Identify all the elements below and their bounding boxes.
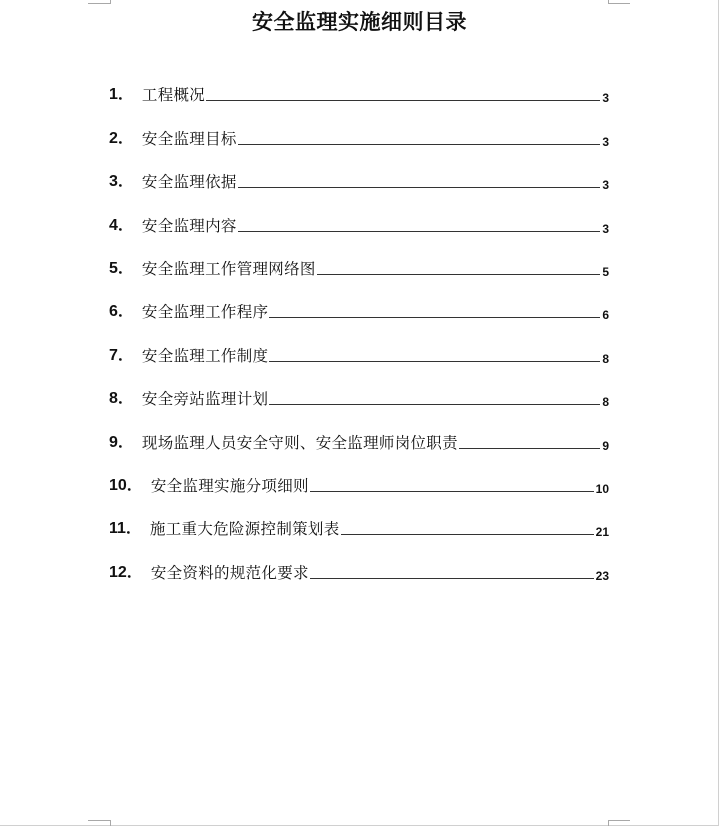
toc-entry-2[interactable] bbox=[109, 122, 609, 165]
crop-mark bbox=[608, 3, 630, 4]
toc-entry-10[interactable] bbox=[109, 470, 609, 513]
table-of-contents bbox=[109, 79, 609, 600]
toc-entry-number: 3． bbox=[109, 173, 134, 191]
crop-mark bbox=[88, 820, 110, 821]
toc-entry-title: 安全监理工作制度 bbox=[141, 346, 269, 365]
toc-entry-number: 6． bbox=[109, 303, 134, 321]
toc-leader-line bbox=[459, 448, 600, 449]
toc-entry-number: 4． bbox=[109, 216, 134, 234]
toc-entry-11[interactable] bbox=[109, 513, 609, 556]
toc-entry-title: 工程概况 bbox=[141, 86, 206, 105]
toc-entry-number: 9． bbox=[109, 433, 134, 451]
toc-entry-page: 21 bbox=[595, 525, 609, 540]
toc-entry-3[interactable] bbox=[109, 166, 609, 209]
toc-leader-line bbox=[238, 144, 601, 145]
toc-leader-line bbox=[238, 187, 601, 188]
toc-leader-line bbox=[310, 491, 594, 492]
toc-entry-number: 8． bbox=[109, 390, 134, 408]
toc-entry-page: 5 bbox=[602, 264, 609, 279]
toc-entry-6[interactable] bbox=[109, 296, 609, 339]
crop-mark bbox=[110, 0, 111, 4]
toc-entry-page: 23 bbox=[595, 568, 609, 583]
toc-entry-title: 安全旁站监理计划 bbox=[141, 390, 269, 409]
crop-mark bbox=[608, 820, 630, 821]
toc-leader-line bbox=[317, 274, 601, 275]
toc-entry-title: 安全监理目标 bbox=[141, 129, 237, 148]
toc-entry-8[interactable] bbox=[109, 383, 609, 426]
toc-entry-title: 安全监理工作程序 bbox=[141, 303, 269, 322]
toc-leader-line bbox=[206, 100, 600, 101]
toc-leader-line bbox=[269, 404, 600, 405]
toc-entry-number: 2． bbox=[109, 129, 134, 147]
toc-entry-7[interactable] bbox=[109, 339, 609, 382]
toc-leader-line bbox=[269, 361, 600, 362]
toc-entry-number: 10． bbox=[109, 476, 143, 494]
toc-entry-number: 1． bbox=[109, 86, 134, 104]
crop-mark bbox=[88, 3, 110, 4]
toc-entry-12[interactable] bbox=[109, 556, 609, 599]
toc-entry-title: 施工重大危险源控制策划表 bbox=[149, 520, 340, 539]
toc-entry-page: 8 bbox=[602, 351, 609, 366]
toc-entry-4[interactable] bbox=[109, 209, 609, 252]
toc-entry-title: 安全监理实施分项细则 bbox=[150, 476, 309, 495]
toc-entry-title: 安全资料的规范化要求 bbox=[150, 563, 309, 582]
toc-entry-5[interactable] bbox=[109, 253, 609, 296]
toc-entry-number: 11． bbox=[109, 520, 142, 538]
crop-mark bbox=[608, 0, 609, 4]
crop-mark bbox=[110, 820, 111, 826]
toc-entry-page: 6 bbox=[602, 308, 609, 323]
toc-entry-number: 5． bbox=[109, 259, 134, 277]
toc-entry-title: 安全监理内容 bbox=[141, 216, 237, 235]
toc-entry-page: 3 bbox=[602, 134, 609, 149]
toc-entry-page: 3 bbox=[602, 91, 609, 106]
toc-leader-line bbox=[341, 534, 594, 535]
document-title: 安全监理实施细则目录 bbox=[252, 10, 467, 34]
toc-entry-title: 安全监理工作管理网络图 bbox=[141, 259, 316, 278]
toc-entry-title: 现场监理人员安全守则、安全监理师岗位职责 bbox=[141, 433, 458, 452]
toc-leader-line bbox=[310, 578, 594, 579]
toc-entry-page: 9 bbox=[602, 438, 609, 453]
toc-entry-1[interactable] bbox=[109, 79, 609, 122]
toc-entry-page: 10 bbox=[595, 481, 609, 496]
toc-leader-line bbox=[269, 317, 600, 318]
toc-entry-page: 3 bbox=[602, 221, 609, 236]
toc-entry-number: 12． bbox=[109, 563, 143, 581]
crop-mark bbox=[608, 820, 609, 826]
toc-entry-page: 8 bbox=[602, 395, 609, 410]
toc-entry-title: 安全监理依据 bbox=[141, 173, 237, 192]
toc-entry-9[interactable] bbox=[109, 426, 609, 469]
toc-entry-page: 3 bbox=[602, 178, 609, 193]
toc-leader-line bbox=[238, 231, 601, 232]
toc-entry-number: 7． bbox=[109, 346, 134, 364]
